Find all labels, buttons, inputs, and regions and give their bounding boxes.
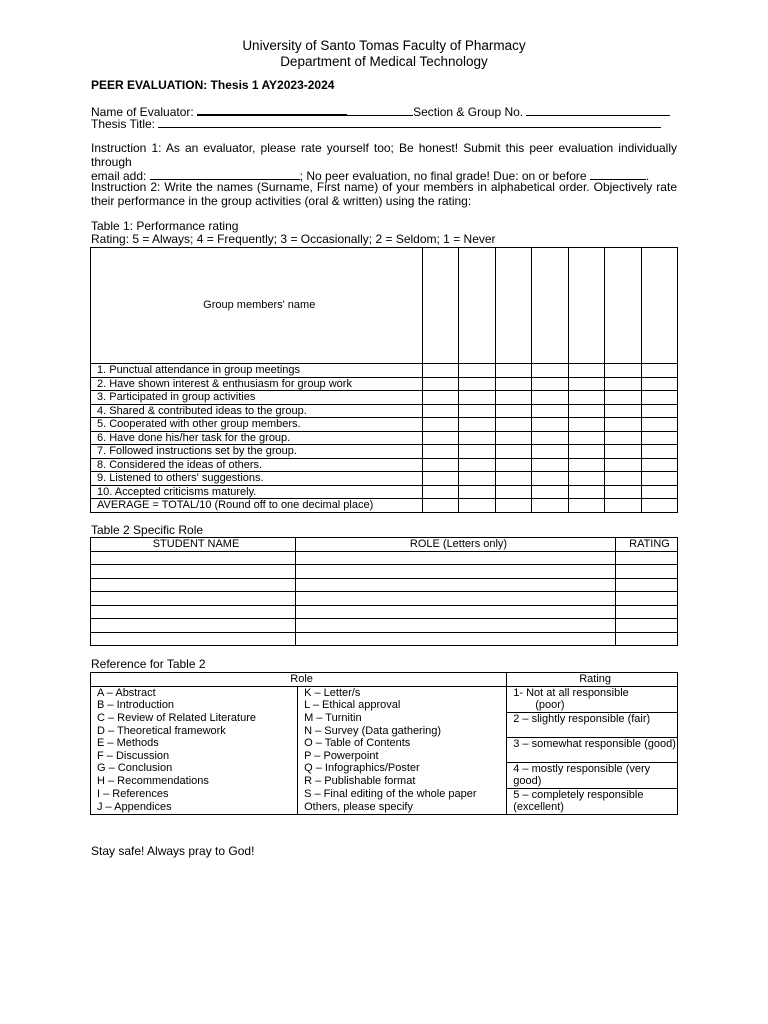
rating-cell[interactable] (616, 605, 678, 619)
role-cell[interactable] (296, 592, 616, 606)
criterion-label: 3. Participated in group activities (91, 391, 423, 405)
student-name-cell[interactable] (91, 619, 296, 633)
student-name-header: STUDENT NAME (91, 538, 296, 552)
rating-cell[interactable] (422, 431, 459, 445)
role-item: R – Publishable format (298, 775, 507, 788)
rating-cell[interactable] (641, 458, 678, 472)
rating-cell[interactable] (641, 391, 678, 405)
rating-cell[interactable] (422, 458, 459, 472)
rating-level-1-sub: (poor) (535, 699, 565, 711)
table-row (91, 248, 678, 364)
rating-cell[interactable] (641, 404, 678, 418)
rating-cell[interactable] (641, 431, 678, 445)
role-cell[interactable] (296, 605, 616, 619)
section-label: Section & Group No. (413, 105, 524, 119)
email-blank[interactable] (150, 169, 300, 180)
role-header: ROLE (Letters only) (296, 538, 616, 552)
rating-cell[interactable] (495, 391, 532, 405)
rating-cell[interactable] (459, 445, 496, 459)
role-reference-header: Role (91, 673, 507, 687)
rating-cell[interactable] (616, 632, 678, 646)
table-row (91, 364, 678, 378)
rating-cell[interactable] (605, 472, 642, 486)
specific-role-table (90, 537, 678, 646)
rating-cell[interactable] (641, 364, 678, 378)
thesis-title-label: Thesis Title: (91, 117, 156, 131)
role-item: J – Appendices (91, 801, 298, 814)
role-cell[interactable] (296, 578, 616, 592)
rating-cell[interactable] (568, 485, 605, 499)
thesis-title-line (91, 117, 661, 132)
role-cell[interactable] (296, 632, 616, 646)
role-item: P – Powerpoint (298, 750, 507, 763)
rating-cell[interactable] (532, 431, 569, 445)
rating-reference-header: Rating (507, 673, 678, 687)
rating-cell[interactable] (605, 485, 642, 499)
instruction-2: Instruction 2: Write the names (Surname, First name) of your members in alphabetical order. Objectively rate their performance in the group activities (oral & written) using the rating: (91, 180, 677, 208)
rating-cell[interactable] (532, 391, 569, 405)
role-item: C – Review of Related Literature (91, 712, 298, 725)
role-item: F – Discussion (91, 750, 298, 763)
rating-level-3: 3 – somewhat responsible (good) (507, 737, 678, 762)
student-name-cell[interactable] (91, 551, 296, 565)
rating-cell[interactable] (605, 364, 642, 378)
rating-cell[interactable] (422, 472, 459, 486)
rating-cell[interactable] (459, 431, 496, 445)
rating-cell[interactable] (605, 377, 642, 391)
rating-cell[interactable] (422, 485, 459, 499)
rating-cell[interactable] (605, 445, 642, 459)
role-item: G – Conclusion (91, 762, 298, 775)
rating-cell[interactable] (422, 364, 459, 378)
rating-cell[interactable] (459, 485, 496, 499)
table1-caption: Table 1: Performance rating (91, 219, 239, 233)
role-item: S – Final editing of the whole paper (298, 788, 507, 801)
rating-cell[interactable] (532, 445, 569, 459)
rating-cell[interactable] (459, 418, 496, 432)
table-row (91, 578, 678, 592)
table-row (91, 431, 678, 445)
criterion-label: 8. Considered the ideas of others. (91, 458, 423, 472)
role-item: Q – Infographics/Poster (298, 762, 507, 775)
rating-cell[interactable] (605, 431, 642, 445)
rating-cell[interactable] (641, 418, 678, 432)
rating-cell[interactable] (568, 391, 605, 405)
rating-scale: Rating: 5 = Always; 4 = Frequently; 3 = Occasionally; 2 = Seldom; 1 = Never (91, 232, 496, 246)
rating-cell[interactable] (459, 404, 496, 418)
rating-cell[interactable] (616, 592, 678, 606)
rating-cell[interactable] (532, 364, 569, 378)
rating-cell[interactable] (495, 431, 532, 445)
student-name-cell[interactable] (91, 605, 296, 619)
email-label: email add: (91, 169, 147, 183)
table-row (91, 619, 678, 633)
rating-cell[interactable] (605, 391, 642, 405)
instruction-1-end: . (645, 169, 650, 183)
rating-cell[interactable] (459, 458, 496, 472)
role-cell[interactable] (296, 619, 616, 633)
table-row (91, 391, 678, 405)
role-item: N – Survey (Data gathering) (298, 725, 507, 738)
table-row (91, 551, 678, 565)
rating-cell[interactable] (532, 418, 569, 432)
table-row (91, 485, 678, 499)
rating-cell[interactable] (605, 418, 642, 432)
evaluator-name-blank[interactable] (197, 104, 347, 116)
member-name-cell[interactable] (605, 248, 642, 364)
member-name-cell[interactable] (568, 248, 605, 364)
average-cell[interactable] (422, 499, 459, 513)
rating-cell[interactable] (495, 472, 532, 486)
table-row (91, 418, 678, 432)
footer-message: Stay safe! Always pray to God! (91, 844, 255, 858)
section-group-blank[interactable] (526, 105, 670, 116)
rating-cell[interactable] (422, 418, 459, 432)
department-name: Department of Medical Technology (280, 53, 488, 69)
member-name-cell[interactable] (532, 248, 569, 364)
rating-level-5: 5 – completely responsible (excellent) (507, 788, 678, 814)
rating-cell[interactable] (568, 377, 605, 391)
thesis-title-blank[interactable] (158, 117, 661, 128)
role-item: B – Introduction (91, 699, 298, 712)
criterion-label: 9. Listened to others' suggestions. (91, 472, 423, 486)
rating-cell[interactable] (641, 445, 678, 459)
table-row (91, 472, 678, 486)
rating-cell[interactable] (641, 485, 678, 499)
table-row (91, 673, 678, 687)
rating-cell[interactable] (568, 431, 605, 445)
evaluator-name-blank-ext[interactable] (347, 105, 413, 116)
rating-cell[interactable] (605, 458, 642, 472)
rating-cell[interactable] (495, 364, 532, 378)
role-cell[interactable] (296, 565, 616, 579)
rating-cell[interactable] (605, 404, 642, 418)
criterion-label: 6. Have done his/her task for the group. (91, 431, 423, 445)
rating-cell[interactable] (459, 472, 496, 486)
role-reference-table (90, 672, 678, 815)
rating-cell[interactable] (422, 445, 459, 459)
table-row (91, 538, 678, 552)
role-item: E – Methods (91, 737, 298, 750)
rating-cell[interactable] (422, 377, 459, 391)
role-item: Others, please specify (298, 801, 507, 814)
rating-header: RATING (616, 538, 678, 552)
role-item: O – Table of Contents (298, 737, 507, 750)
instruction-1-line: Instruction 1: As an evaluator, please rate yourself too; Be honest! Submit this peer evaluation individually through (91, 141, 677, 169)
criterion-label: 2. Have shown interest & enthusiasm for group work (91, 377, 423, 391)
student-name-cell[interactable] (91, 592, 296, 606)
criterion-label: 7. Followed instructions set by the group. (91, 445, 423, 459)
average-cell[interactable] (495, 499, 532, 513)
role-item: L – Ethical approval (298, 699, 507, 712)
table-row (91, 605, 678, 619)
role-item: M – Turnitin (298, 712, 507, 725)
rating-cell[interactable] (532, 404, 569, 418)
rating-cell[interactable] (532, 472, 569, 486)
rating-cell[interactable] (495, 485, 532, 499)
student-name-cell[interactable] (91, 578, 296, 592)
rating-cell[interactable] (568, 418, 605, 432)
rating-cell[interactable] (616, 551, 678, 565)
university-name: University of Santo Tomas Faculty of Pharmacy (242, 38, 526, 53)
rating-cell[interactable] (495, 377, 532, 391)
document-title: PEER EVALUATION: Thesis 1 AY2023-2024 (91, 78, 335, 92)
student-name-cell[interactable] (91, 632, 296, 646)
criterion-label: 4. Shared & contributed ideas to the group. (91, 404, 423, 418)
table-row (91, 377, 678, 391)
table-row (91, 712, 678, 725)
due-text: ; No peer evaluation, no final grade! Due: on or before (299, 169, 587, 183)
student-name-cell[interactable] (91, 565, 296, 579)
table-row (91, 632, 678, 646)
table2-caption: Table 2 Specific Role (91, 523, 204, 537)
instruction-1 (91, 142, 677, 184)
table-row (91, 565, 678, 579)
rating-cell[interactable] (568, 458, 605, 472)
role-item: A – Abstract (91, 686, 298, 699)
rating-cell[interactable] (641, 472, 678, 486)
rating-cell[interactable] (459, 391, 496, 405)
rating-cell[interactable] (532, 458, 569, 472)
rating-cell[interactable] (616, 565, 678, 579)
role-item: D – Theoretical framework (91, 725, 298, 738)
table-row (91, 737, 678, 750)
rating-level-2: 2 – slightly responsible (fair) (507, 712, 678, 737)
role-item: I – References (91, 788, 298, 801)
member-name-cell[interactable] (495, 248, 532, 364)
table-row (91, 404, 678, 418)
rating-cell[interactable] (495, 458, 532, 472)
average-label: AVERAGE = TOTAL/10 (Round off to one decimal place) (91, 499, 423, 513)
average-cell[interactable] (459, 499, 496, 513)
group-members-header: Group members' name (91, 248, 423, 364)
average-cell[interactable] (532, 499, 569, 513)
rating-cell[interactable] (532, 377, 569, 391)
rating-cell[interactable] (532, 485, 569, 499)
member-name-cell[interactable] (422, 248, 459, 364)
role-cell[interactable] (296, 551, 616, 565)
criterion-label: 5. Cooperated with other group members. (91, 418, 423, 432)
role-item: K – Letter/s (298, 686, 507, 699)
average-cell[interactable] (641, 499, 678, 513)
rating-cell[interactable] (422, 391, 459, 405)
rating-cell[interactable] (568, 472, 605, 486)
performance-rating-table (90, 247, 678, 513)
member-name-cell[interactable] (641, 248, 678, 364)
average-cell[interactable] (568, 499, 605, 513)
average-cell[interactable] (605, 499, 642, 513)
rating-cell[interactable] (568, 364, 605, 378)
rating-level-1 (507, 686, 678, 712)
rating-cell[interactable] (616, 619, 678, 633)
table-row (91, 592, 678, 606)
table-row (91, 788, 678, 801)
table-row (91, 458, 678, 472)
rating-level-1-text: 1- Not at all responsible (513, 686, 629, 699)
criterion-label: 1. Punctual attendance in group meetings (91, 364, 423, 378)
rating-cell[interactable] (459, 377, 496, 391)
rating-cell[interactable] (616, 578, 678, 592)
rating-level-4: 4 – mostly responsible (very good) (507, 762, 678, 788)
rating-cell[interactable] (495, 418, 532, 432)
table-row (91, 686, 678, 699)
rating-cell[interactable] (495, 445, 532, 459)
rating-cell[interactable] (641, 377, 678, 391)
criterion-label: 10. Accepted criticisms maturely. (91, 485, 423, 499)
member-name-cell[interactable] (459, 248, 496, 364)
table-row (91, 445, 678, 459)
rating-cell[interactable] (495, 404, 532, 418)
role-item: H – Recommendations (91, 775, 298, 788)
document-header (0, 38, 768, 69)
table-row (91, 499, 678, 513)
rating-cell[interactable] (459, 364, 496, 378)
rating-cell[interactable] (422, 404, 459, 418)
due-date-blank[interactable] (590, 169, 646, 180)
rating-cell[interactable] (568, 404, 605, 418)
evaluator-label: Name of Evaluator: (91, 105, 194, 119)
rating-cell[interactable] (568, 445, 605, 459)
table-row (91, 762, 678, 775)
table3-caption: Reference for Table 2 (91, 657, 206, 671)
